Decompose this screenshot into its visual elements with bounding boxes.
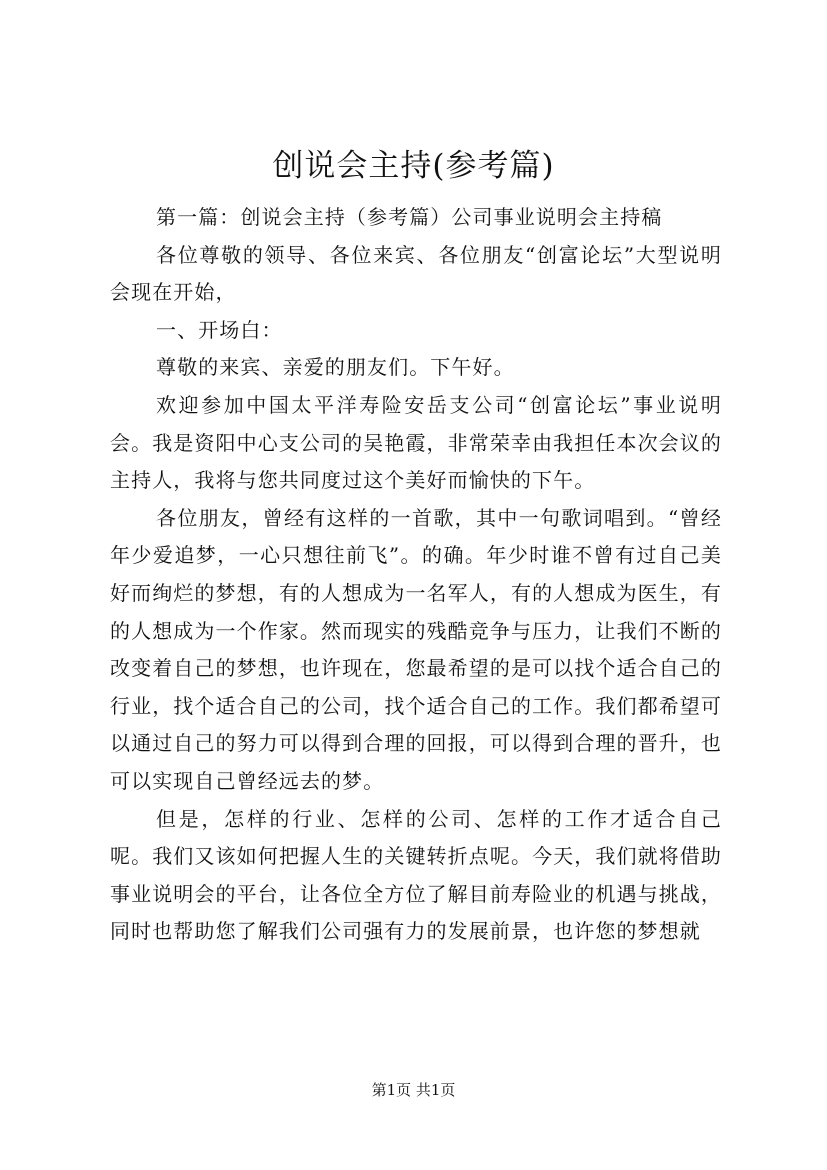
paragraph-greeting: 尊敬的来宾、亲爱的朋友们。下午好。 (156, 355, 515, 380)
paragraph-welcome: 欢迎参加中国太平洋寿险安岳支公司“创富论坛”事业说明会。我是资阳中心支公司的吴艳霞，非常荣幸由我担任本次会议的主持人，我将与您共同度过这个美好而愉快的下午。 (110, 392, 722, 493)
paragraph-career-choice: 但是，怎样的行业、怎样的公司、怎样的工作才适合自己呢。我们又该如何把握人生的关键转折点呢。今天，我们就将借助事业说明会的平台，让各位全方位了解目前寿险业的机遇与挑战，同时也帮助您了解我们公司强有力的发展前景，也许您的梦想就 (110, 806, 722, 944)
paragraph-dream: 各位朋友，曾经有这样的一首歌，其中一句歌词唱到。“曾经年少爱追梦，一心只想往前飞”。的确。年少时谁不曾有过自己美好而绚烂的梦想，有的人想成为一名军人，有的人想成为医生，有的人想成为一个作家。然而现实的残酷竞争与压力，让我们不断的改变着自己的梦想，也许现在，您最希望的是可以找个适合自己的行业，找个适合自己的公司，找个适合自己的工作。我们都希望可以通过自己的努力可以得到合理的回报，可以得到合理的晋升，也可以实现自己曾经远去的梦。 (110, 505, 722, 793)
paragraph-section-heading: 第一篇：创说会主持（参考篇）公司事业说明会主持稿 (156, 205, 663, 229)
page-title: 创说会主持(参考篇) (272, 148, 555, 184)
document-body (110, 199, 722, 951)
paragraph-opening-announcement: 各位尊敬的领导、各位来宾、各位朋友“创富论坛”大型说明会现在开始， (110, 242, 722, 305)
paragraph-opening-remarks-heading: 一、开场白： (156, 317, 283, 342)
page-number-footer: 第1页 共1页 (371, 1081, 456, 1099)
